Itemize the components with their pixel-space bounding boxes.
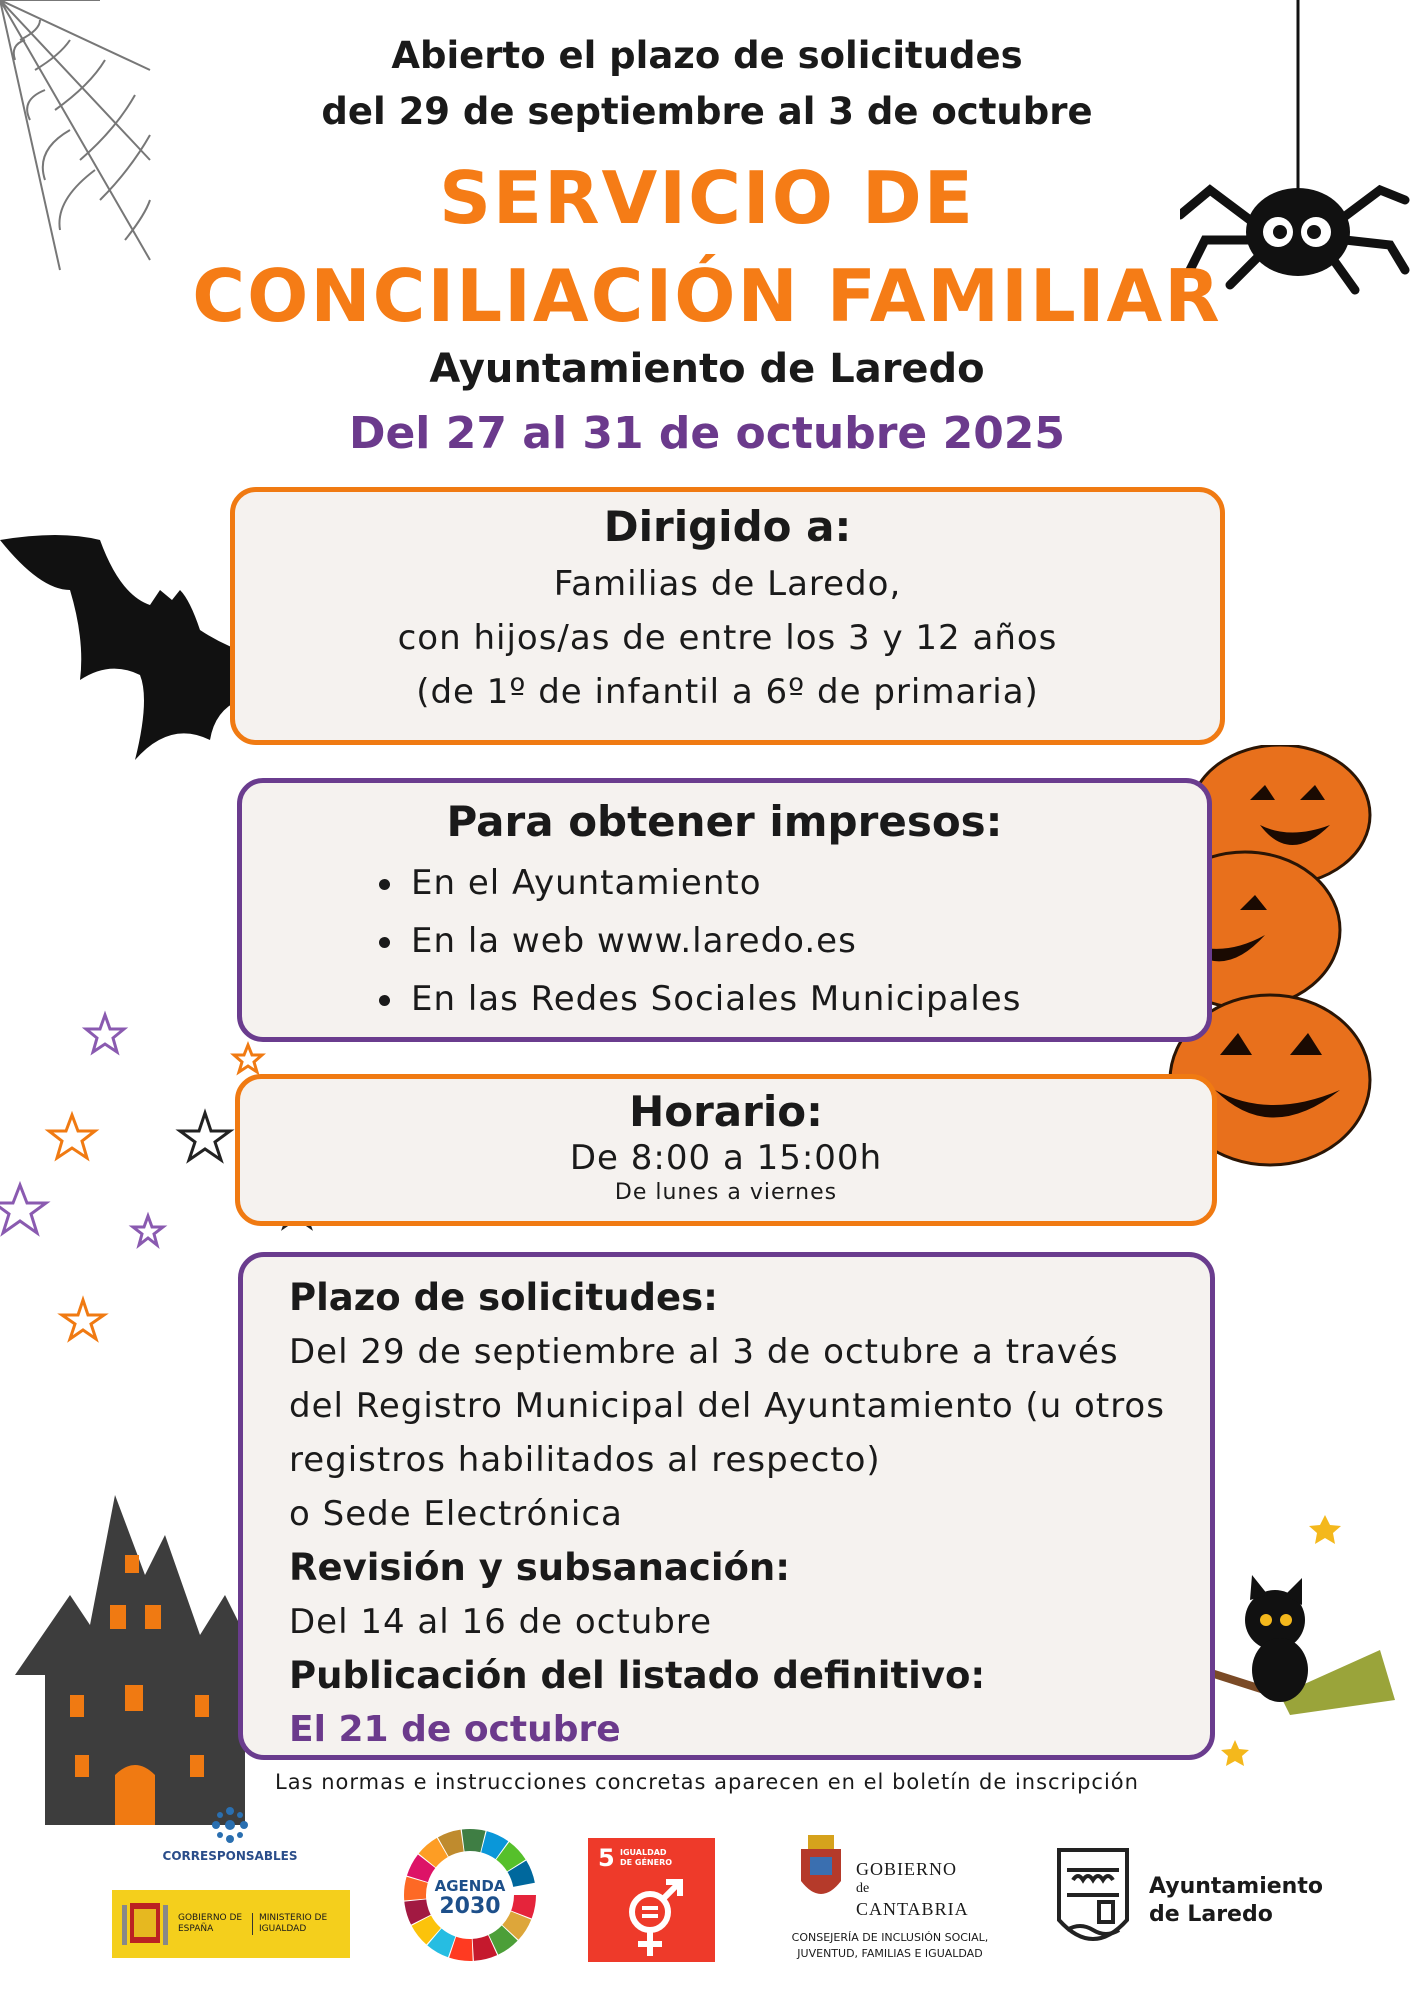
gobierno-espana-logo <box>112 1890 350 1958</box>
gobierno-espana-label: GOBIERNO DE ESPAÑA <box>178 1913 243 1934</box>
ods-number: 5 <box>598 1844 615 1872</box>
list-item: En la web www.laredo.es <box>367 912 1207 970</box>
footnote: Las normas e instrucciones concretas aparecen en el boletín de inscripción <box>275 1770 1139 1794</box>
corresponsables-label: CORRESPONSABLES <box>162 1849 298 1863</box>
event-dates: Del 27 al 31 de octubre 2025 <box>348 408 1066 459</box>
impresos-box <box>237 778 1212 1042</box>
agenda-year: 2030 <box>439 1894 501 1919</box>
plazo-line-1: Del 29 de septiembre al 3 de octubre a través <box>289 1332 1119 1372</box>
gobierno-cantabria-logo <box>760 1835 1020 1965</box>
revision-dates: Del 14 al 16 de octubre <box>289 1602 712 1642</box>
cantabria-line-1: GOBIERNO <box>856 1859 957 1879</box>
consejeria-line-2: JUVENTUD, FAMILIAS E IGUALDAD <box>797 1947 983 1960</box>
ministerio-label: MINISTERIO DE IGUALDAD <box>252 1913 329 1935</box>
plazo-line-2: del Registro Municipal del Ayuntamiento (u otros <box>289 1386 1165 1426</box>
laredo-shield-icon <box>1053 1840 1133 1960</box>
laredo-line-2: de Laredo <box>1149 1902 1273 1927</box>
coat-of-arms-icon <box>120 1895 170 1953</box>
horario-days: De lunes a viernes <box>614 1180 838 1205</box>
dirigido-line-1: Familias de Laredo, <box>553 564 902 604</box>
agenda-2030-logo <box>400 1825 540 1965</box>
plazo-line-3: registros habilitados al respecto) <box>289 1440 881 1480</box>
dirigido-line-2: con hijos/as de entre los 3 y 12 años <box>397 618 1058 658</box>
list-item: En el Ayuntamiento <box>367 854 1207 912</box>
impresos-list <box>367 854 1207 1028</box>
horario-hours: De 8:00 a 15:00h <box>569 1138 883 1178</box>
ods-label: IGUALDAD DE GÉNERO <box>620 1848 673 1867</box>
horario-title: Horario: <box>629 1087 823 1136</box>
ayuntamiento-laredo-logo <box>1053 1840 1353 1960</box>
publicacion-date: El 21 de octubre <box>289 1709 621 1750</box>
corresponsables-logo <box>160 1805 300 1863</box>
publicacion-heading: Publicación del listado definitivo: <box>289 1654 986 1697</box>
plazo-box <box>238 1252 1215 1760</box>
consejeria-line-1: CONSEJERÍA DE INCLUSIÓN SOCIAL, <box>791 1931 989 1944</box>
subtitle: Ayuntamiento de Laredo <box>429 346 985 392</box>
cantabria-shield-icon <box>796 1835 846 1907</box>
cantabria-line-2: de <box>856 1881 870 1896</box>
title-line-2: CONCILIACIÓN FAMILIAR <box>192 254 1222 338</box>
list-item: En las Redes Sociales Municipales <box>367 970 1207 1028</box>
agenda-label: AGENDA <box>434 1877 506 1895</box>
horario-box <box>235 1074 1217 1226</box>
corresponsables-icon <box>210 1805 250 1845</box>
plazo-heading: Plazo de solicitudes: <box>289 1276 718 1319</box>
header-line-2: del 29 de septiembre al 3 de octubre <box>321 90 1093 133</box>
revision-heading: Revisión y subsanación: <box>289 1546 791 1589</box>
cantabria-line-3: CANTABRIA <box>856 1899 969 1919</box>
gender-equality-icon <box>618 1876 688 1958</box>
header-line-1: Abierto el plazo de solicitudes <box>391 34 1023 77</box>
impresos-title: Para obtener impresos: <box>446 797 1003 846</box>
ods-5-logo <box>588 1838 715 1962</box>
title-line-1: SERVICIO DE <box>439 156 975 240</box>
dirigido-line-3: (de 1º de infantil a 6º de primaria) <box>416 672 1039 712</box>
dirigido-box <box>230 487 1225 745</box>
plazo-line-4: o Sede Electrónica <box>289 1494 623 1534</box>
dirigido-title: Dirigido a: <box>603 502 852 551</box>
laredo-line-1: Ayuntamiento <box>1149 1874 1323 1899</box>
